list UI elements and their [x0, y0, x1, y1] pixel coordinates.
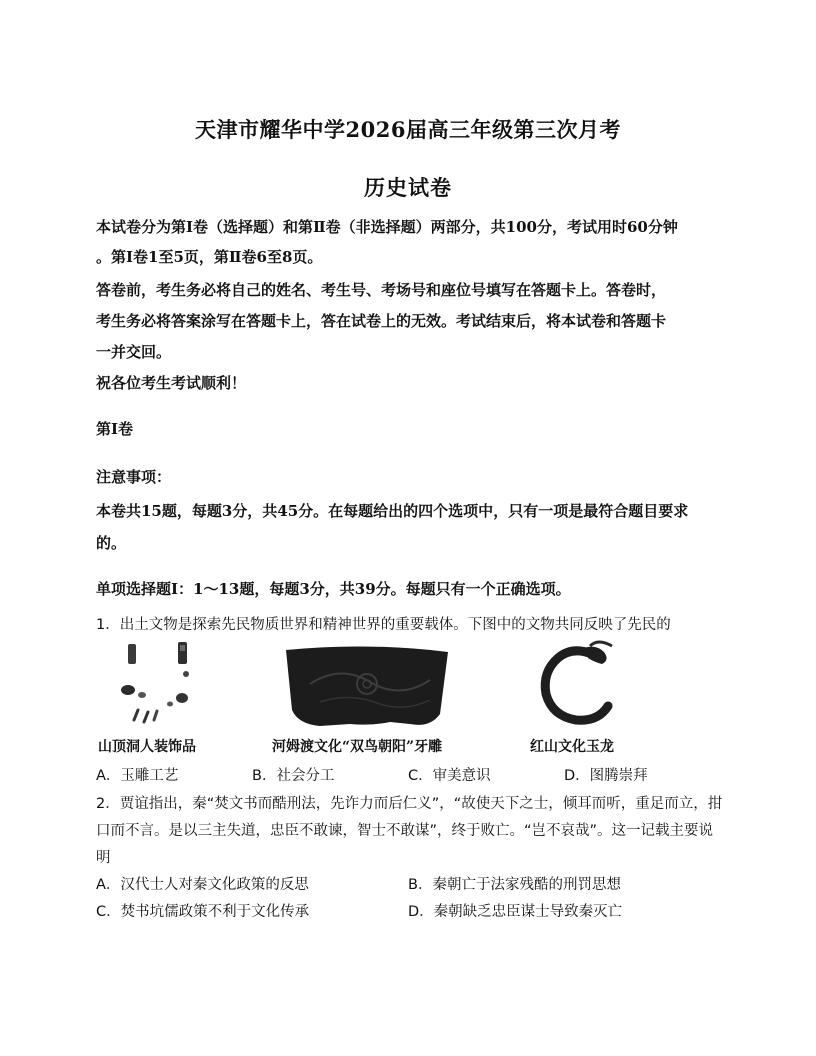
q1-option-c: C．审美意识: [408, 768, 491, 784]
question-2-stem: 明: [96, 850, 111, 866]
instruction-line: 祝各位考生考试顺利！: [96, 374, 247, 392]
instruction-line: 。第Ⅰ卷1至5页，第Ⅱ卷6至8页。: [96, 248, 323, 266]
instruction-line: 答卷前，考生务必将自己的姓名、考生号、考场号和座位号填写在答题卡上。答卷时，: [96, 281, 667, 299]
q2-option-c: C．焚书坑儒政策不利于文化传承: [96, 904, 310, 920]
question-2-stem: 2．贾谊指出，秦“焚文书而酷刑法，先诈力而后仁义”，“故使天下之士，倾耳而听，重足而立，拑: [96, 796, 723, 812]
notice-line: 的。: [96, 534, 127, 552]
part-heading: 第Ⅰ卷: [96, 420, 134, 438]
q1-option-b: B．社会分工: [252, 768, 335, 784]
figure-caption: 红山文化玉龙: [530, 739, 614, 755]
ivory-carving-image: [280, 644, 454, 732]
notice-title: 注意事项：: [96, 468, 172, 486]
figure-caption: 山顶洞人装饰品: [98, 739, 196, 755]
instruction-line: 本试卷分为第Ⅰ卷（选择题）和第Ⅱ卷（非选择题）两部分，共100分，考试用时60分钟: [96, 218, 678, 236]
question-2-stem: 口而不言。是以三主失道，忠臣不敢谏，智士不敢谋”，终于败亡。“岂不哀哉”。这一记载主要说: [96, 823, 714, 839]
jade-dragon-image: [532, 640, 622, 728]
exam-title: 天津市耀华中学2026届高三年级第三次月考: [195, 117, 621, 142]
figure-caption: 河姆渡文化“双鸟朝阳”牙雕: [272, 739, 443, 755]
q2-option-d: D．秦朝缺乏忠臣谋士导致秦灭亡: [408, 904, 623, 920]
notice-line: 本卷共15题，每题3分，共45分。在每题给出的四个选项中，只有一项是最符合题目要求: [96, 502, 689, 520]
q2-option-a: A．汉代士人对秦文化政策的反思: [96, 877, 309, 893]
ornaments-image: [112, 640, 212, 726]
q1-option-d: D．图腾崇拜: [564, 768, 648, 784]
exam-subject: 历史试卷: [364, 175, 452, 200]
question-1-stem: 1．出土文物是探索先民物质世界和精神世界的重要载体。下图中的文物共同反映了先民的: [96, 617, 671, 633]
q1-option-a: A．玉雕工艺: [96, 768, 179, 784]
instruction-line: 考生务必将答案涂写在答题卡上，答在试卷上的无效。考试结束后，将本试卷和答题卡: [96, 312, 667, 330]
section-title: 单项选择题Ⅰ：1～13题，每题3分，共39分。每题只有一个正确选项。: [96, 580, 571, 598]
instruction-line: 一并交回。: [96, 343, 172, 361]
q2-option-b: B．秦朝亡于法家残酷的刑罚思想: [408, 877, 621, 893]
